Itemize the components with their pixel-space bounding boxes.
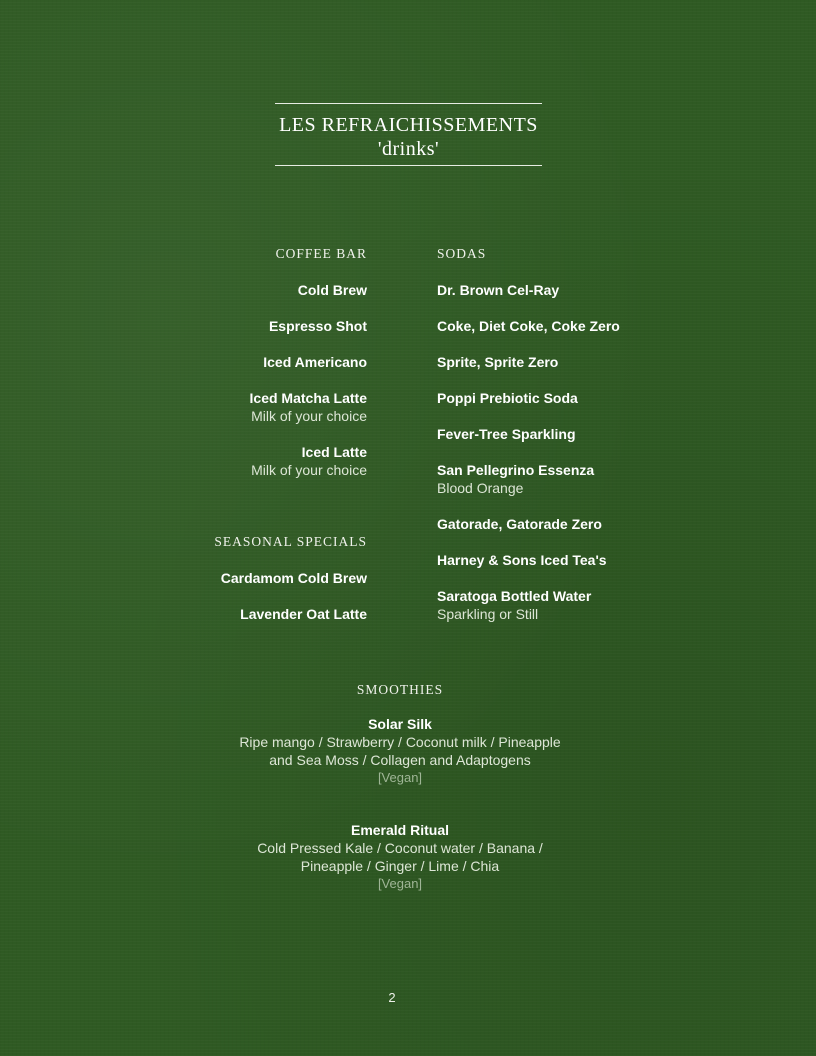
- soda-item-name: Fever-Tree Sparkling: [437, 426, 576, 442]
- smoothies-heading: SMOOTHIES: [356, 682, 444, 697]
- coffee-item-name: Iced Matcha Latte: [249, 390, 367, 406]
- soda-item-name: Sprite, Sprite Zero: [437, 354, 559, 370]
- soda-item: [437, 515, 757, 533]
- soda-item-desc: Sparkling or Still: [437, 606, 539, 622]
- coffee-item-name: Espresso Shot: [268, 318, 367, 334]
- menu-header: [275, 103, 542, 166]
- soda-item: [437, 551, 757, 569]
- coffee-item: [47, 443, 367, 479]
- soda-item: [437, 353, 757, 371]
- soda-item: [437, 425, 757, 443]
- soda-item: [437, 317, 757, 335]
- smoothie-desc-line2: Pineapple / Ginger / Lime / Chia: [300, 858, 500, 874]
- smoothie-item: [200, 821, 600, 893]
- coffee-item: [47, 317, 367, 335]
- soda-item: [437, 281, 757, 299]
- smoothie-desc-line1: Ripe mango / Strawberry / Coconut milk / Pineapple: [239, 734, 561, 750]
- vegan-tag: [Vegan]: [377, 770, 423, 785]
- seasonal-item-name: Cardamom Cold Brew: [220, 570, 367, 586]
- smoothie-desc-line1: Cold Pressed Kale / Coconut water / Banana /: [257, 840, 543, 856]
- coffee-item-desc: Milk of your choice: [251, 462, 367, 478]
- smoothie-name: Solar Silk: [368, 716, 432, 732]
- seasonal-item: [47, 605, 367, 623]
- page-number: 2: [388, 990, 396, 1005]
- soda-item-name: Gatorade, Gatorade Zero: [437, 516, 602, 532]
- seasonal-item-name: Lavender Oat Latte: [240, 606, 367, 622]
- soda-item-name: San Pellegrino Essenza: [437, 462, 595, 478]
- soda-item-name: Saratoga Bottled Water: [437, 588, 592, 604]
- coffee-bar-heading: COFFEE BAR: [275, 246, 367, 261]
- soda-item: [437, 389, 757, 407]
- coffee-item: [47, 353, 367, 371]
- coffee-item: [47, 389, 367, 425]
- vegan-tag: [Vegan]: [377, 876, 423, 891]
- smoothie-desc-line2: and Sea Moss / Collagen and Adaptogens: [269, 752, 531, 768]
- soda-item-name: Dr. Brown Cel-Ray: [437, 282, 560, 298]
- soda-item-name: Coke, Diet Coke, Coke Zero: [437, 318, 620, 334]
- menu-subtitle: 'drinks': [377, 138, 440, 160]
- sodas-heading: SODAS: [437, 246, 487, 261]
- soda-item: [437, 461, 757, 497]
- coffee-item-desc: Milk of your choice: [251, 408, 367, 424]
- smoothie-name: Emerald Ritual: [350, 822, 450, 838]
- coffee-item: [47, 281, 367, 299]
- soda-item-name: Poppi Prebiotic Soda: [437, 390, 578, 406]
- soda-item-name: Harney & Sons Iced Tea's: [437, 552, 607, 568]
- menu-title: LES REFRAICHISSEMENTS: [279, 114, 538, 136]
- seasonal-item: [47, 569, 367, 587]
- soda-item: [437, 587, 757, 623]
- soda-item-desc: Blood Orange: [437, 480, 524, 496]
- smoothie-item: [200, 715, 600, 787]
- coffee-item-name: Iced Americano: [263, 354, 367, 370]
- coffee-item-name: Iced Latte: [301, 444, 367, 460]
- coffee-item-name: Cold Brew: [297, 282, 367, 298]
- seasonal-heading: SEASONAL SPECIALS: [214, 534, 367, 549]
